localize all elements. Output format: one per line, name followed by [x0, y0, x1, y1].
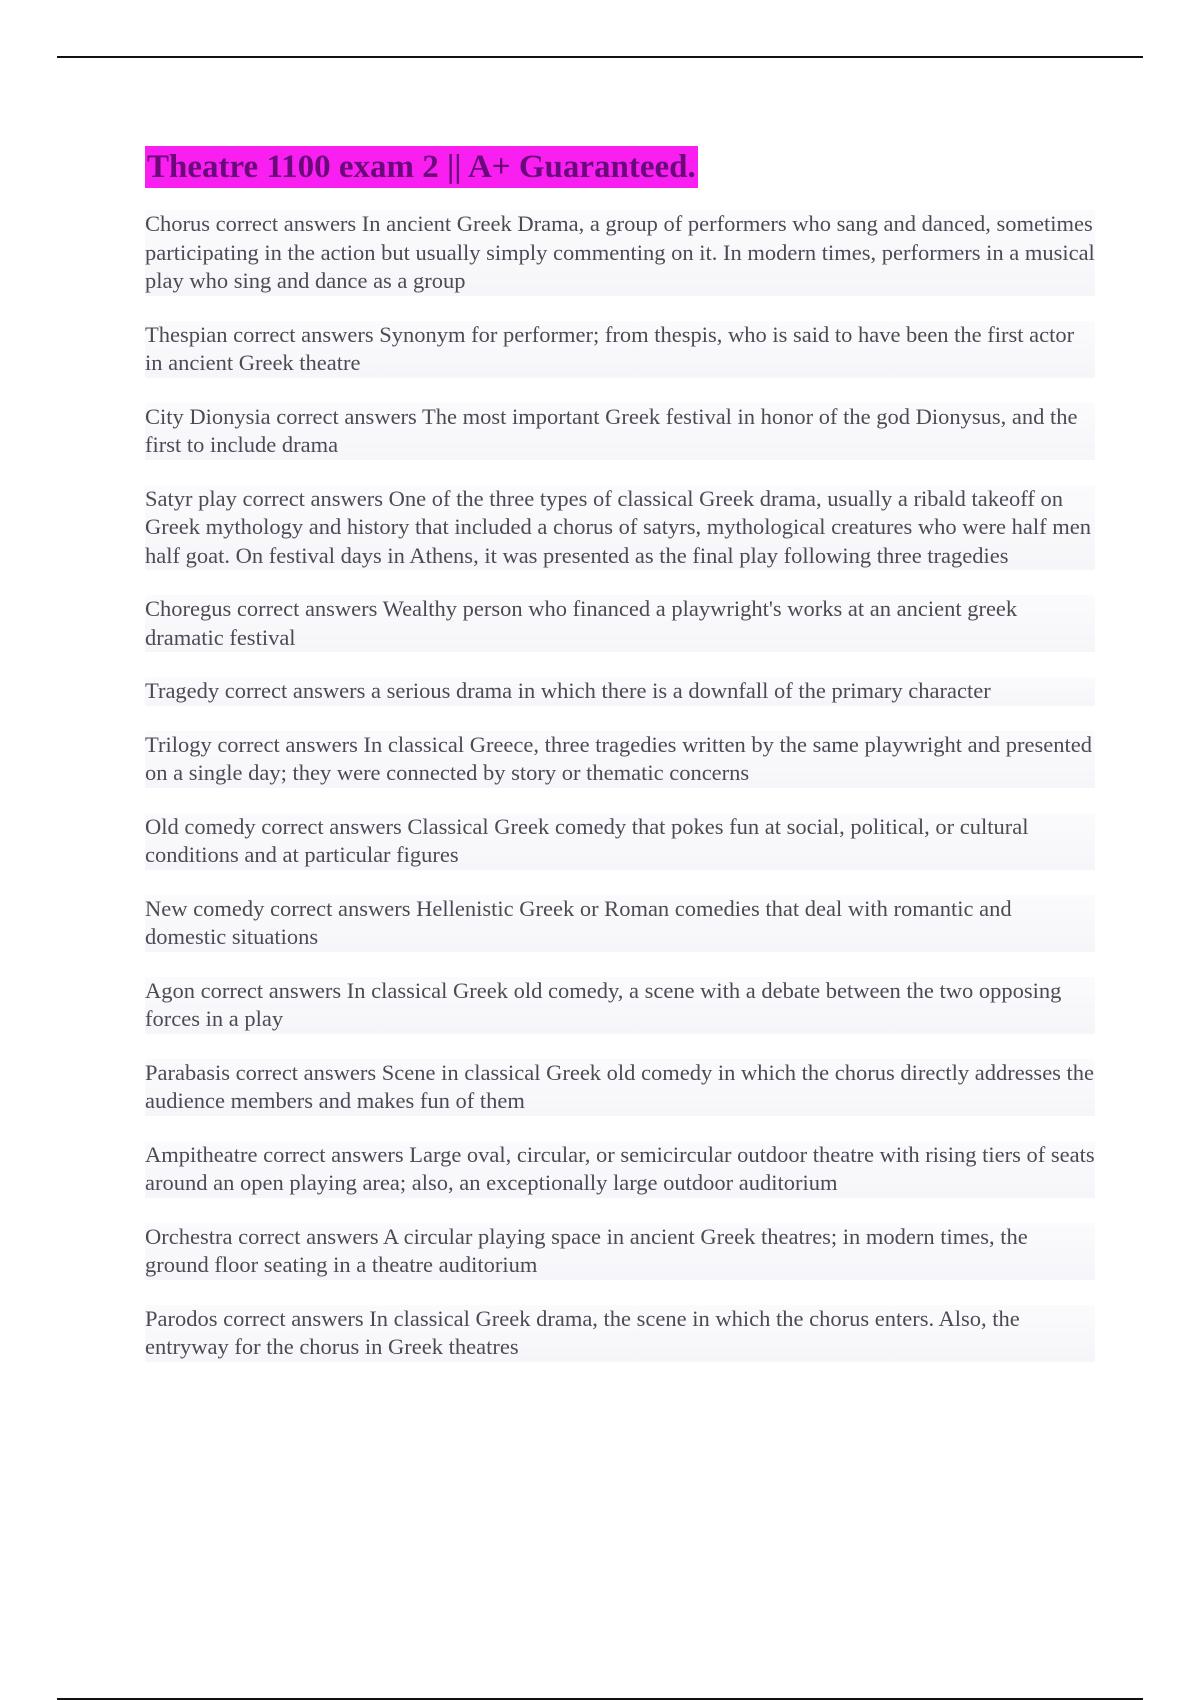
header-rule [57, 56, 1143, 58]
entry-chorus: Chorus correct answers In ancient Greek Drama, a group of performers who sang and danced, sometimes participating in the action but usually simply commenting on it. In modern times, performers in a musical play who sing and dance as a group [145, 210, 1095, 296]
entry-trilogy: Trilogy correct answers In classical Greece, three tragedies written by the same playwright and presented on a single day; they were connected by story or thematic concerns [145, 731, 1095, 788]
entry-list [145, 210, 1095, 1362]
entry-ampitheatre: Ampitheatre correct answers Large oval, circular, or semicircular outdoor theatre with rising tiers of seats around an open playing area; also, an exceptionally large outdoor auditorium [145, 1141, 1095, 1198]
entry-tragedy: Tragedy correct answers a serious drama in which there is a downfall of the primary character [145, 677, 1095, 706]
entry-new-comedy: New comedy correct answers Hellenistic Greek or Roman comedies that deal with romantic and domestic situations [145, 895, 1095, 952]
entry-parabasis: Parabasis correct answers Scene in classical Greek old comedy in which the chorus directly addresses the audience members and makes fun of them [145, 1059, 1095, 1116]
entry-parodos: Parodos correct answers In classical Greek drama, the scene in which the chorus enters. Also, the entryway for the chorus in Greek theatres [145, 1305, 1095, 1362]
entry-thespian: Thespian correct answers Synonym for performer; from thespis, who is said to have been the first actor in ancient Greek theatre [145, 321, 1095, 378]
entry-agon: Agon correct answers In classical Greek old comedy, a scene with a debate between the two opposing forces in a play [145, 977, 1095, 1034]
document-title: Theatre 1100 exam 2 || A+ Guaranteed. [145, 146, 698, 188]
entry-orchestra: Orchestra correct answers A circular playing space in ancient Greek theatres; in modern times, the ground floor seating in a theatre auditorium [145, 1223, 1095, 1280]
entry-satyr-play: Satyr play correct answers One of the three types of classical Greek drama, usually a ribald takeoff on Greek mythology and history that included a chorus of satyrs, mythological creatures who were half men half goat. On festival days in Athens, it was presented as the final play following three tragedies [145, 485, 1095, 571]
entry-city-dionysia: City Dionysia correct answers The most important Greek festival in honor of the god Dionysus, and the first to include drama [145, 403, 1095, 460]
entry-old-comedy: Old comedy correct answers Classical Greek comedy that pokes fun at social, political, or cultural conditions and at particular figures [145, 813, 1095, 870]
document-body [145, 146, 1095, 1387]
entry-choregus: Choregus correct answers Wealthy person who financed a playwright's works at an ancient greek dramatic festival [145, 595, 1095, 652]
